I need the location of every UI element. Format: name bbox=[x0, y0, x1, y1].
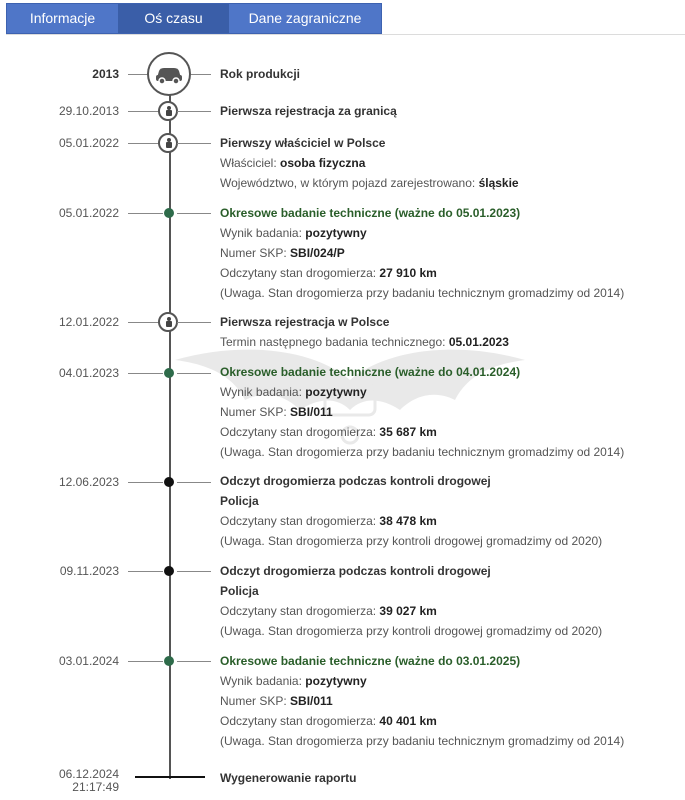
inspection-dot-icon bbox=[164, 368, 174, 378]
result-value: pozytywny bbox=[305, 674, 367, 688]
connector bbox=[177, 143, 211, 144]
skp-label: Numer SKP: bbox=[220, 694, 287, 708]
event-title: Okresowe badanie techniczne (ważne do 05.01.2023) bbox=[220, 206, 521, 220]
note: (Uwaga. Stan drogomierza przy kontroli drogowej gromadzimy od 2020) bbox=[220, 624, 603, 638]
next-inspection-row bbox=[220, 332, 680, 352]
odometer-label: Odczytany stan drogomierza: bbox=[220, 604, 377, 618]
odometer-label: Odczytany stan drogomierza: bbox=[220, 425, 377, 439]
event-title: Odczyt drogomierza podczas kontroli drogowej bbox=[220, 474, 491, 488]
timeline-end-bar bbox=[135, 776, 205, 778]
connector bbox=[177, 322, 211, 323]
tab-os-czasu[interactable]: Oś czasu bbox=[118, 4, 229, 33]
person-icon bbox=[158, 133, 178, 153]
result-row bbox=[220, 671, 680, 691]
next-inspection-label: Termin następnego badania technicznego: bbox=[220, 335, 446, 349]
timeline-line bbox=[169, 94, 171, 779]
skp-value: SBI/011 bbox=[290, 694, 333, 708]
tab-divider bbox=[6, 34, 685, 35]
odometer-row bbox=[220, 263, 680, 283]
event-date: 03.01.2024 bbox=[58, 654, 119, 668]
connector bbox=[177, 482, 211, 483]
inspection-dot-icon bbox=[164, 656, 174, 666]
tab-dane-zagraniczne[interactable]: Dane zagraniczne bbox=[248, 10, 362, 26]
voivodeship-row bbox=[220, 173, 680, 193]
connector bbox=[177, 373, 211, 374]
connector bbox=[177, 213, 211, 214]
report-time: 21:17:49 bbox=[72, 780, 119, 794]
odometer-label: Odczytany stan drogomierza: bbox=[220, 514, 377, 528]
event-title: Pierwszy właściciel w Polsce bbox=[220, 136, 386, 150]
odometer-row bbox=[220, 601, 680, 621]
connector bbox=[128, 571, 163, 572]
owner-row bbox=[220, 153, 680, 173]
skp-label: Numer SKP: bbox=[220, 246, 287, 260]
odometer-label: Odczytany stan drogomierza: bbox=[220, 714, 377, 728]
tab-informacje[interactable]: Informacje bbox=[29, 10, 96, 26]
note: (Uwaga. Stan drogomierza przy kontroli drogowej gromadzimy od 2020) bbox=[220, 534, 603, 548]
next-inspection-value: 05.01.2023 bbox=[448, 335, 509, 349]
note: (Uwaga. Stan drogomierza przy badaniu technicznym gromadzimy od 2014) bbox=[220, 734, 625, 748]
result-value: pozytywny bbox=[305, 385, 367, 399]
skp-value: SBI/024/P bbox=[290, 246, 345, 260]
event-date: 05.01.2022 bbox=[58, 136, 119, 150]
inspection-dot-icon bbox=[164, 208, 174, 218]
event-source: Policja bbox=[220, 494, 259, 508]
skp-row bbox=[220, 691, 680, 711]
tab-bar bbox=[6, 3, 382, 34]
connector bbox=[128, 213, 163, 214]
odometer-value: 35 687 km bbox=[379, 425, 437, 439]
event-date: 12.06.2023 bbox=[58, 475, 119, 489]
connector bbox=[128, 74, 148, 75]
connector bbox=[177, 111, 211, 112]
result-value: pozytywny bbox=[305, 226, 367, 240]
event-title: Pierwsza rejestracja za granicą bbox=[220, 104, 397, 118]
car-icon bbox=[147, 52, 191, 96]
event-date: 05.01.2022 bbox=[58, 206, 119, 220]
connector bbox=[128, 373, 163, 374]
event-title: Okresowe badanie techniczne (ważne do 04.01.2024) bbox=[220, 365, 521, 379]
event-title: Pierwsza rejestracja w Polsce bbox=[220, 315, 390, 329]
person-icon bbox=[158, 101, 178, 121]
connector bbox=[128, 661, 163, 662]
voivodeship-label: Województwo, w którym pojazd zarejestrowano: bbox=[220, 176, 476, 190]
odometer-row bbox=[220, 422, 680, 442]
connector bbox=[191, 74, 211, 75]
note: (Uwaga. Stan drogomierza przy badaniu technicznym gromadzimy od 2014) bbox=[220, 286, 625, 300]
production-title: Rok produkcji bbox=[220, 67, 301, 81]
report-title: Wygenerowanie raportu bbox=[220, 771, 357, 785]
event-source: Policja bbox=[220, 584, 259, 598]
odometer-value: 40 401 km bbox=[379, 714, 437, 728]
odometer-row bbox=[220, 511, 680, 531]
report-date: 06.12.2024 bbox=[58, 767, 119, 781]
event-date: 09.11.2023 bbox=[59, 564, 119, 578]
person-icon bbox=[158, 312, 178, 332]
odometer-value: 38 478 km bbox=[379, 514, 437, 528]
odometer-row bbox=[220, 711, 680, 731]
connector bbox=[177, 661, 211, 662]
note: (Uwaga. Stan drogomierza przy badaniu technicznym gromadzimy od 2014) bbox=[220, 445, 625, 459]
result-label: Wynik badania: bbox=[220, 674, 302, 688]
connector bbox=[128, 482, 163, 483]
event-date: 29.10.2013 bbox=[58, 104, 119, 118]
event-title: Okresowe badanie techniczne (ważne do 03.01.2025) bbox=[220, 654, 521, 668]
odometer-label: Odczytany stan drogomierza: bbox=[220, 266, 377, 280]
result-row bbox=[220, 223, 680, 243]
skp-row bbox=[220, 243, 680, 263]
event-title: Odczyt drogomierza podczas kontroli drogowej bbox=[220, 564, 491, 578]
owner-label: Właściciel: bbox=[220, 156, 277, 170]
road-control-dot-icon bbox=[164, 566, 174, 576]
result-label: Wynik badania: bbox=[220, 226, 302, 240]
road-control-dot-icon bbox=[164, 477, 174, 487]
skp-value: SBI/011 bbox=[290, 405, 333, 419]
skp-row bbox=[220, 402, 680, 422]
odometer-value: 39 027 km bbox=[379, 604, 437, 618]
owner-value: osoba fizyczna bbox=[280, 156, 366, 170]
voivodeship-value: śląskie bbox=[478, 176, 519, 190]
event-date: 12.01.2022 bbox=[58, 315, 119, 329]
result-label: Wynik badania: bbox=[220, 385, 302, 399]
connector bbox=[177, 571, 211, 572]
odometer-value: 27 910 km bbox=[379, 266, 437, 280]
production-year: 2013 bbox=[92, 67, 119, 81]
event-date: 04.01.2023 bbox=[58, 366, 119, 380]
result-row bbox=[220, 382, 680, 402]
skp-label: Numer SKP: bbox=[220, 405, 287, 419]
